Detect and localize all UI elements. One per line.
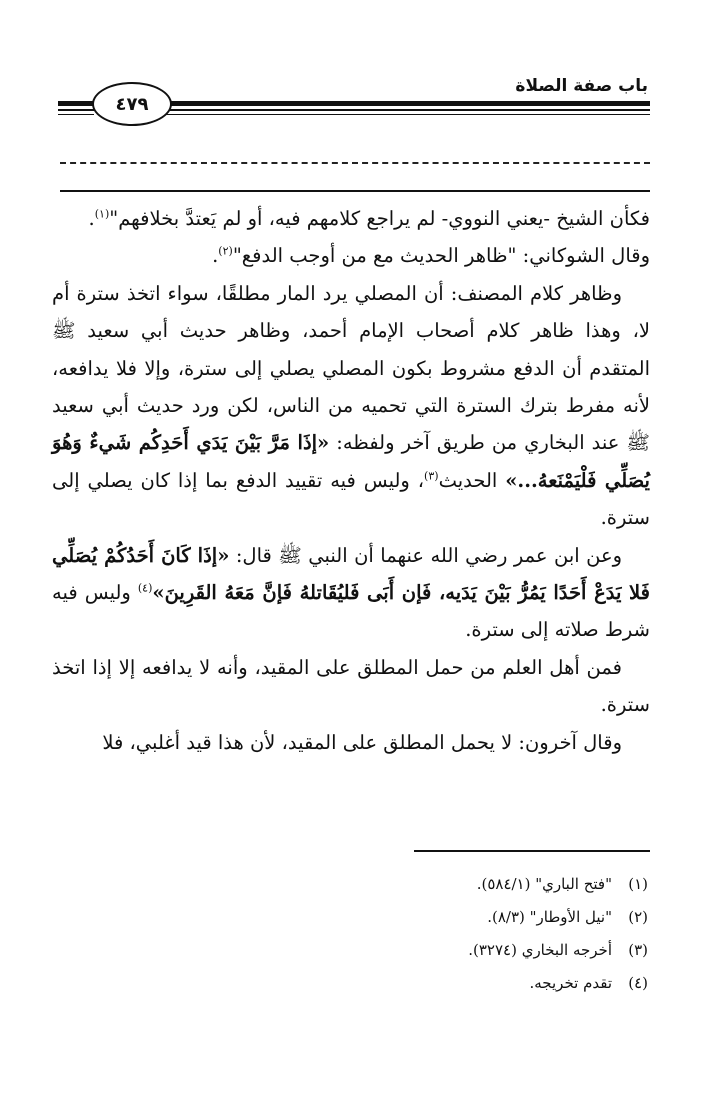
footnote-text: "فتح الباري" (٥٨٤/١). xyxy=(476,875,612,893)
footnote-1 xyxy=(60,868,650,901)
paragraph-2-text: وقال الشوكاني: "ظاهر الحديث مع من أوجب الدفع" xyxy=(232,244,650,268)
paragraph-4-text-b: وليس فيه شرط صلاته إلى سترة. xyxy=(52,581,650,642)
footnote-number: (٣) xyxy=(628,941,648,959)
hadith-quote-1: «إذَا مَرَّ بَيْنَ يَدَي أَحَدِكُم شَيءٌ وَهُوَ يُصَلِّي فَلْيَمْنَعهُ...» xyxy=(52,431,650,492)
paragraph-1 xyxy=(52,200,650,237)
paragraph-3-text: وظاهر كلام المصنف: أن المصلي يرد المار مطلقًا، سواء اتخذ سترة أم لا، وهذا ظاهر كلام أصحاب الإمام أحمد، وظاهر حديث أبي سعيد ﷺ المتقدم أن الدفع مشروط بكون المصلي يصلي إلى سترة، وإلا فلا يدافعه، لأنه مفرط بترك السترة التي تحميه من الناس، لكن ورد حديث أبي سعيد ﷺ عند البخاري من طريق آخر ولفظه: xyxy=(52,281,650,455)
footnotes xyxy=(60,868,650,1000)
footnote-text: أخرجه البخاري (٣٢٧٤). xyxy=(468,941,612,959)
footnote-rule xyxy=(414,850,650,852)
paragraph-5 xyxy=(52,649,650,724)
section-title: باب صفة الصلاة xyxy=(515,76,648,96)
top-rule xyxy=(60,190,650,192)
footnote-ref-4: (٤) xyxy=(137,581,153,595)
hadith-quote-2: «إذَا كَانَ أَحَدُكُمْ يُصَلِّي فَلا يَدَعْ أَحَدًا يَمُرُّ بَيْنَ يَدَيه، فَإن أَبَى فَليُقَاتلهُ فَإنَّ مَعَهُ القَرِينَ» xyxy=(52,543,650,605)
paragraph-2 xyxy=(52,237,650,274)
paragraph-3 xyxy=(52,275,650,537)
footnote-ref-2: (٢) xyxy=(218,244,233,258)
footnote-number: (٢) xyxy=(628,908,648,926)
paragraph-4-text: وعن ابن عمر رضي الله عنهما أن النبي ﷺ قال: xyxy=(229,543,622,567)
dashed-divider xyxy=(60,162,650,164)
footnote-2 xyxy=(60,901,650,934)
header-rule-right xyxy=(166,101,650,115)
footnote-number: (١) xyxy=(628,875,648,893)
paragraph-2-end: . xyxy=(212,244,219,268)
page-number: ٤٧٩ xyxy=(92,82,172,126)
main-text xyxy=(52,200,650,761)
header-rule-left xyxy=(58,101,94,115)
paragraph-4 xyxy=(52,537,650,649)
paragraph-3-text-b: الحديث xyxy=(438,468,506,492)
paragraph-1-end: . xyxy=(88,207,95,230)
paragraph-1-text: فكأن الشيخ -يعني النووي- لم يراجع كلامهم فيه، أو لم يَعتدَّ بخلافهم" xyxy=(109,207,650,230)
paragraph-5-text: فمن أهل العلم من حمل المطلق على المقيد، وأنه لا يدافعه إلا إذا اتخذ سترة. xyxy=(52,655,650,717)
paragraph-3-text-c: ، وليس فيه تقييد الدفع بما إذا كان يصلي إلى سترة. xyxy=(52,468,650,530)
footnote-text: "نيل الأوطار" (٨/٣). xyxy=(487,908,612,926)
footnote-ref-3: (٣) xyxy=(424,469,439,483)
footnote-number: (٤) xyxy=(628,974,648,992)
footnote-ref-1: (١) xyxy=(94,207,110,221)
paragraph-6 xyxy=(52,724,650,761)
footnote-4 xyxy=(60,967,650,1000)
paragraph-6-text: وقال آخرون: لا يحمل المطلق على المقيد، لأن هذا قيد أغلبي، فلا xyxy=(102,730,622,754)
footnote-text: تقدم تخريجه. xyxy=(529,974,612,992)
footnote-3 xyxy=(60,934,650,967)
